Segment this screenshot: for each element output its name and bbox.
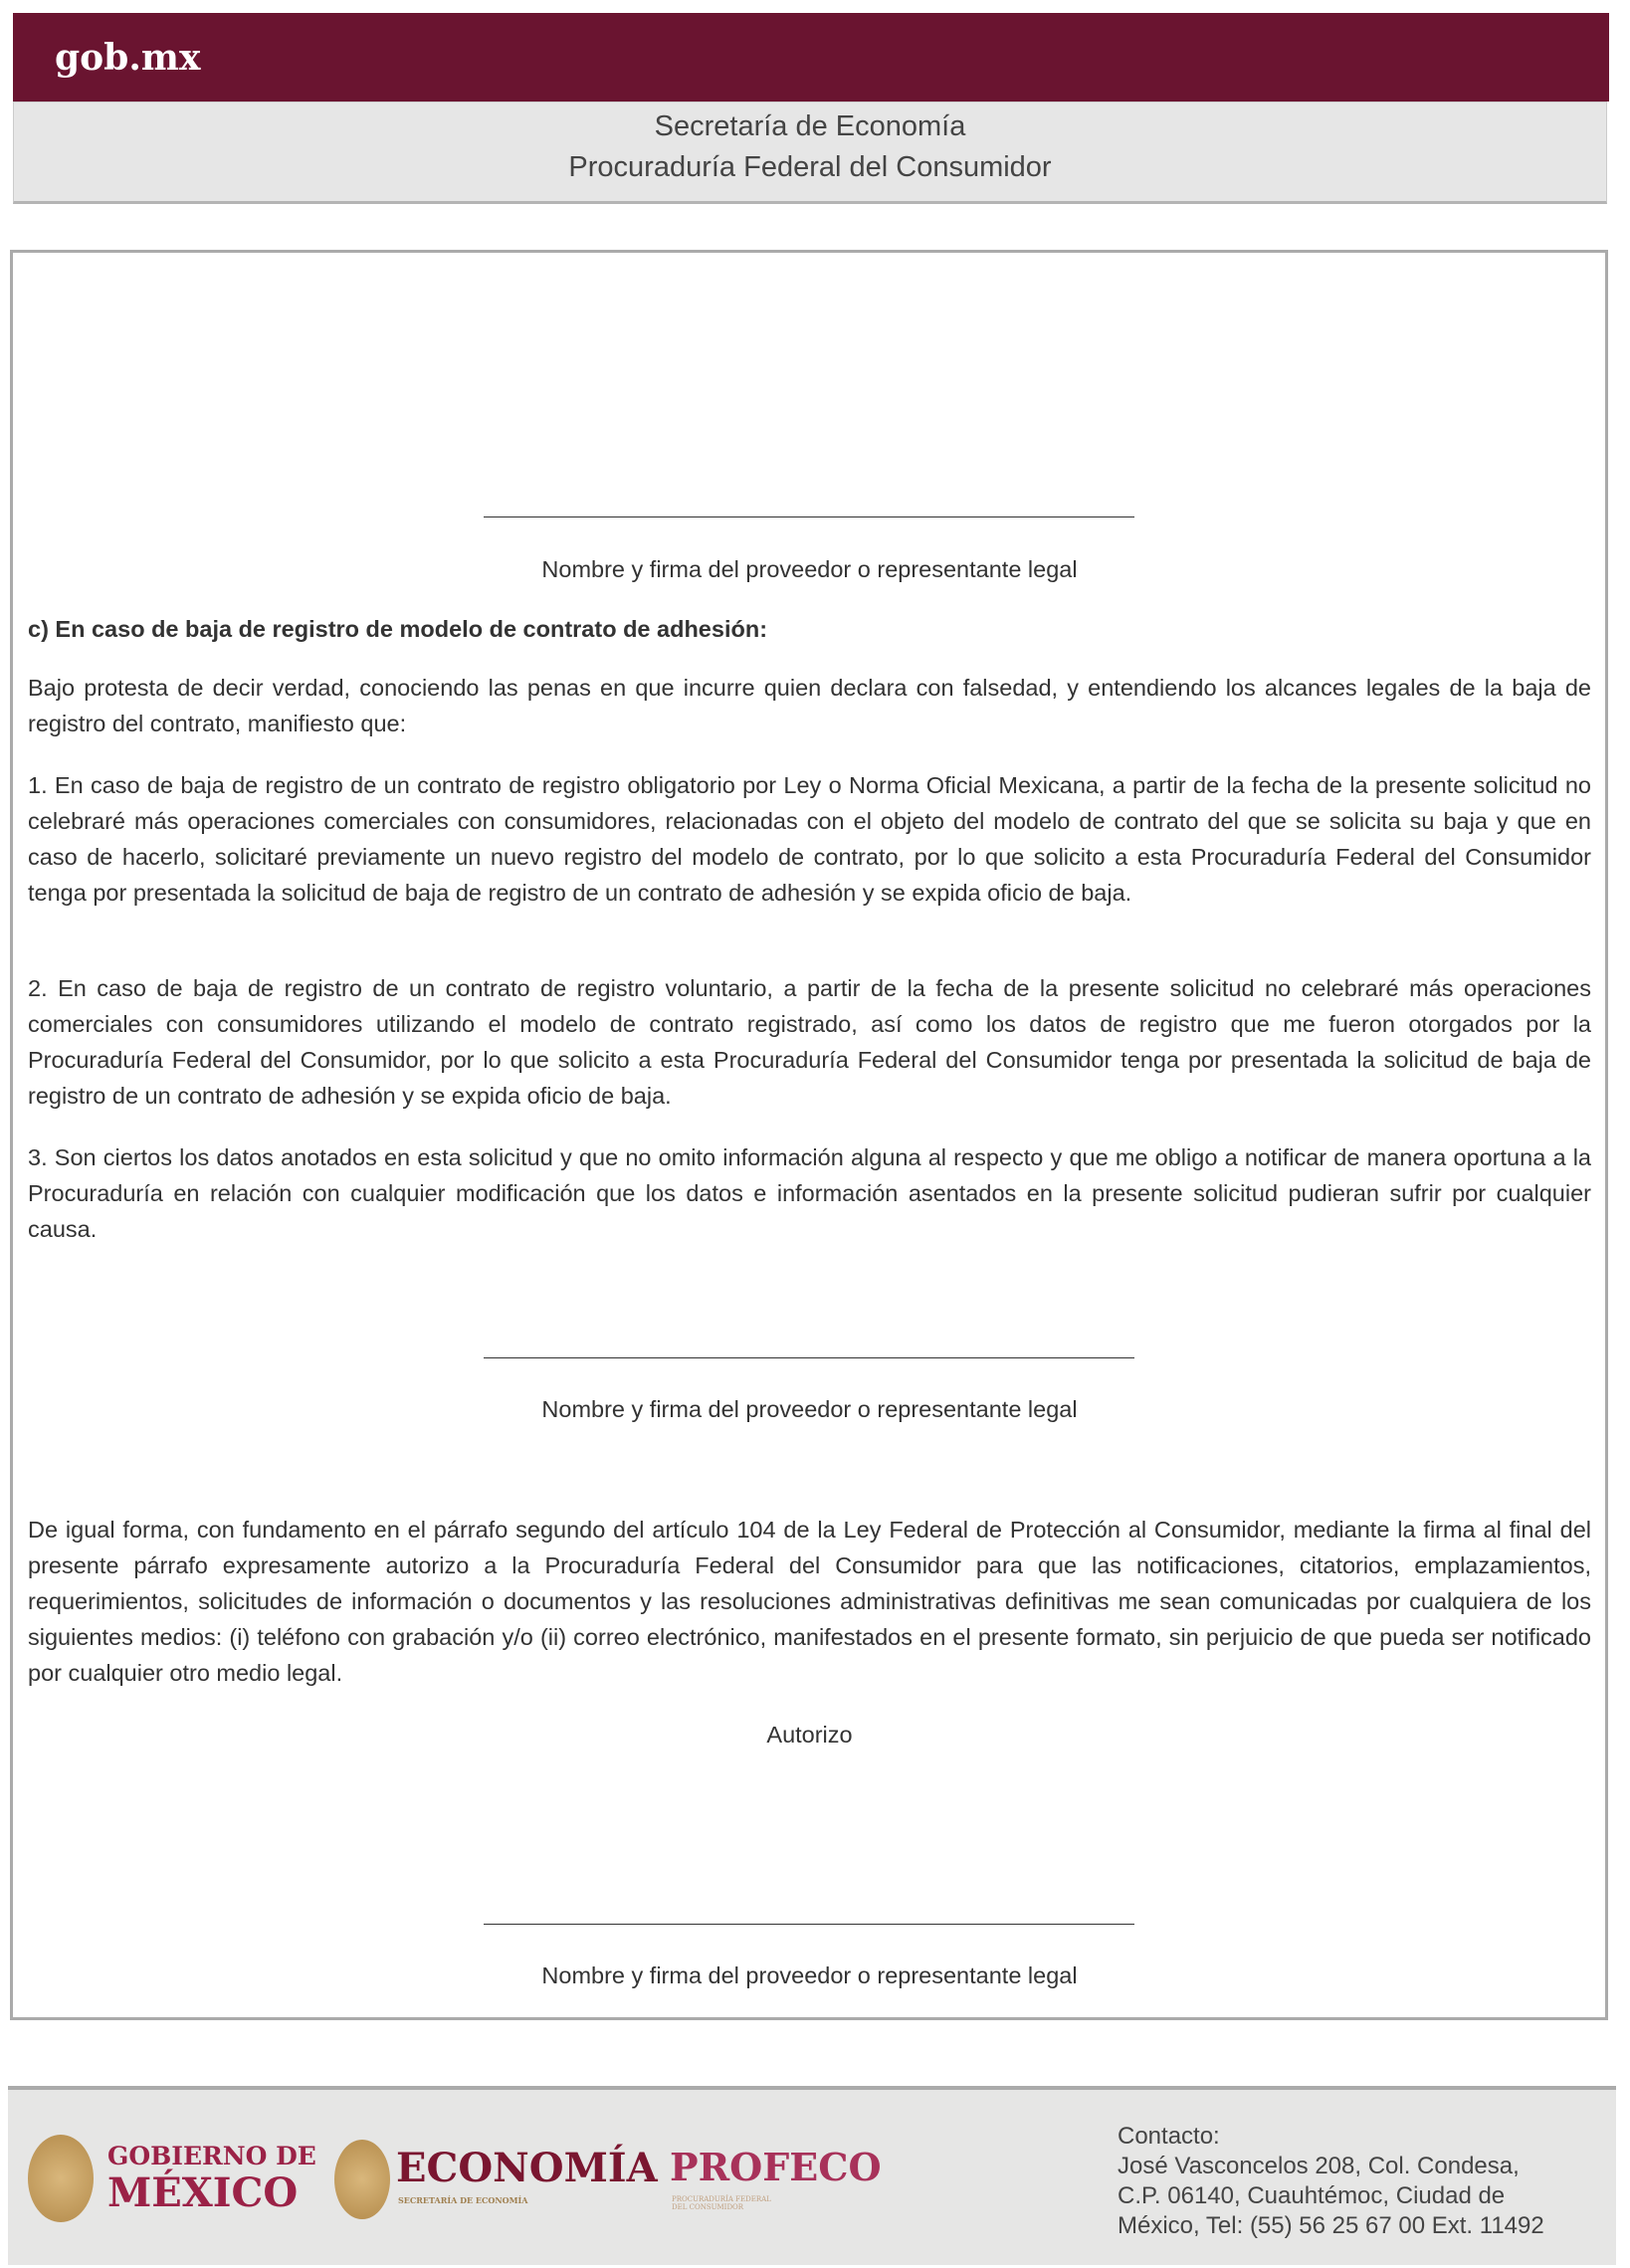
economia-logo-sub: SECRETARÍA DE ECONOMÍA	[398, 2195, 528, 2205]
signature-line-3	[484, 1924, 1134, 1925]
footer	[8, 2086, 1616, 2265]
paragraph-intro: Bajo protesta de decir verdad, conociendo las penas en que incurre quien declara con falsedad, y entendiendo los alcances legales de la baja de registro del contrato, manifiesto que:	[28, 675, 1591, 736]
section-heading: c) En caso de baja de registro de modelo de contrato de adhesión:	[28, 616, 768, 642]
contact-address-2: C.P. 06140, Cuauhtémoc, Ciudad de	[1118, 2182, 1506, 2209]
coat-of-arms-icon	[334, 2140, 390, 2219]
signature-line-2	[484, 1357, 1134, 1358]
coat-of-arms-icon	[28, 2135, 94, 2222]
top-header-bar	[13, 13, 1609, 102]
contact-block	[1118, 2122, 1544, 2241]
paragraph-authorization: De igual forma, con fundamento en el párrafo segundo del artículo 104 de la Ley Federal de Protección al Consumidor, mediante la firma al final del presente párrafo expresamente autorizo a la Procuraduría Federal del Consumidor para que las notificaciones, citatorios, emplazamientos, requerimientos, solicitudes de información o documentos y las resoluciones administrativas definitivas me sean comunicadas por cualquiera de los siguientes medios: (i) teléfono con grabación y/o (ii) correo electrónico, manifestados en el presente formato, sin perjuicio de que pueda ser notificado por cualquier otro medio legal.	[28, 1517, 1591, 1686]
contact-title: Contacto:	[1118, 2123, 1220, 2150]
paragraph-2: 2. En caso de baja de registro de un contrato de registro voluntario, a partir de la fecha de la presente solicitud no celebraré más operaciones comerciales con consumidores utilizando el modelo de contrato registrado, así como los datos de registro que me fueron otorgados por la Procuraduría Federal del Consumidor, por lo que solicito a esta Procuraduría Federal del Consumidor tenga por presentada la solicitud de baja de registro de un contrato de adhesión y se expida oficio de baja.	[28, 975, 1591, 1109]
contact-address-1: José Vasconcelos 208, Col. Condesa,	[1118, 2153, 1520, 2179]
secretaria-title: Secretaría de Economía	[654, 110, 966, 142]
gobmx-logo[interactable]: gob.mx	[55, 37, 201, 79]
gobierno-logo-line2: MÉXICO	[107, 2169, 299, 2216]
contact-phone: México, Tel: (55) 56 25 67 00 Ext. 11492	[1118, 2212, 1544, 2239]
paragraph-1: 1. En caso de baja de registro de un contrato de registro obligatorio por Ley o Norma Oficial Mexicana, a partir de la fecha de la presente solicitud no celebraré más operaciones comerciales con consumidores, relacionadas con el objeto del modelo de contrato del que se solicita su baja y que en caso de hacerlo, solicitaré previamente un nuevo registro del modelo de contrato, por lo que solicito a esta Procuraduría Federal del Consumidor tenga por presentada la solicitud de baja de registro de un contrato de adhesión y se expida oficio de baja.	[28, 772, 1591, 906]
autorizo-label: Autorizo	[766, 1722, 853, 1748]
profeco-logo: PROFECO	[670, 2145, 882, 2189]
profeco-logo-sub: PROCURADURÍA FEDERAL DEL CONSUMIDOR	[672, 2195, 771, 2211]
economia-logo: ECONOMÍA	[396, 2145, 658, 2191]
gobierno-logo-line1: GOBIERNO DE	[107, 2142, 316, 2170]
signature-label-2: Nombre y firma del proveedor o representante legal	[541, 1396, 1078, 1422]
form-box	[10, 250, 1608, 2020]
signature-label-3: Nombre y firma del proveedor o representante legal	[541, 1962, 1078, 1988]
procuraduria-title: Procuraduría Federal del Consumidor	[568, 151, 1052, 183]
paragraph-3: 3. Son ciertos los datos anotados en esta solicitud y que no omito información alguna al respecto y que me obligo a notificar de manera oportuna a la Procuraduría en relación con cualquier modificación que los datos e información asentados en la presente solicitud pudieran sufrir por cualquier causa.	[28, 1144, 1591, 1242]
signature-line-1	[484, 516, 1134, 517]
signature-label-1: Nombre y firma del proveedor o representante legal	[541, 556, 1078, 582]
institution-band	[13, 102, 1607, 204]
